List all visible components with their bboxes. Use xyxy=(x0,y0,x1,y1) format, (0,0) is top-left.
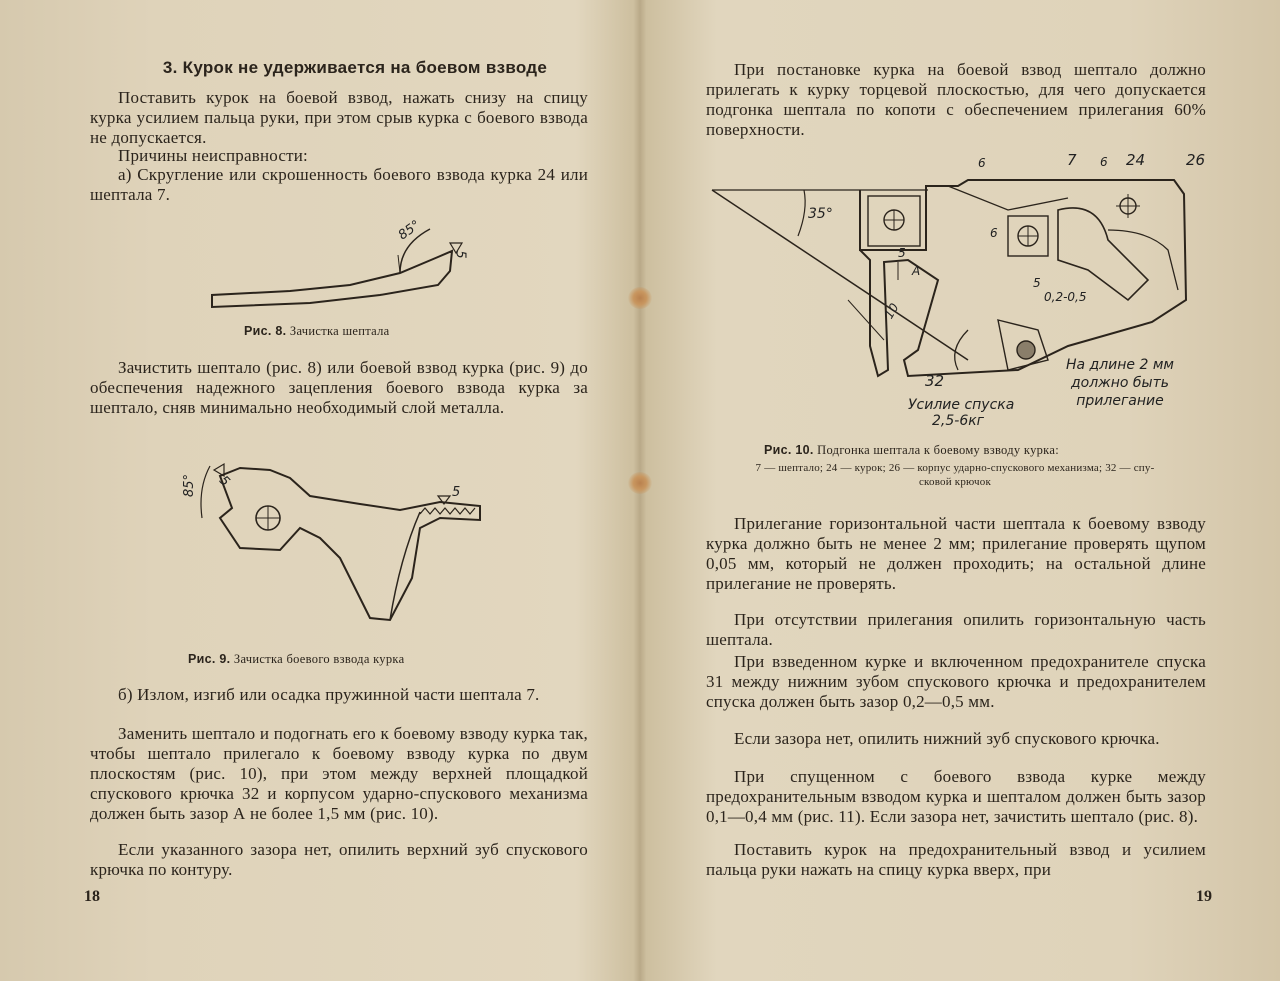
paragraph: Зачистить шептало (рис. 8) или боевой взвод курка (рис. 9) до обеспечения надежного зацепления боевого взвода курка за шептало, сняв минимально необходимый слой металла. xyxy=(90,358,588,417)
fig10-force-value: 2,5-6кг xyxy=(932,413,985,429)
cause-b: б) Излом, изгиб или осадка пружинной части шептала 7. xyxy=(118,685,540,704)
paragraph: Если указанного зазора нет, опилить верхний зуб спускового крючка по контуру. xyxy=(90,840,588,879)
page-number: 19 xyxy=(1196,888,1212,905)
fig10-title: Подгонка шептала к боевому взводу курка: xyxy=(817,443,1059,457)
figure-8-caption xyxy=(244,324,389,339)
paragraph: Поставить курок на боевой взвод, нажать снизу на спицу курка усилием пальца руки, при этом срыв курка с боевого взвода не допускается. xyxy=(90,88,588,147)
cause-a: а) Скругление или скрошенность боевого взвода курка 24 или шептала 7. xyxy=(90,165,588,204)
fig10-roughness-6c: 6 xyxy=(990,226,998,240)
page-number: 18 xyxy=(84,888,100,905)
fig10-force-label: Усилие спуска xyxy=(908,397,1015,413)
fig10-label-32: 32 xyxy=(925,372,945,390)
fig8-angle-label: 85° xyxy=(395,217,424,244)
fig10-legend-line: сковой крючок xyxy=(918,476,992,488)
fig8-number: Рис. 8. xyxy=(244,324,287,338)
fig10-label-26: 26 xyxy=(1186,151,1206,169)
fig10-roughness-5b: 5 xyxy=(1033,276,1041,290)
paragraph: При отсутствии прилегания опилить горизонтальную часть шептала. xyxy=(706,610,1206,649)
right-page xyxy=(640,0,1280,981)
fig9-roughness-a: 5 xyxy=(215,473,233,490)
fig8-roughness-label: 5 xyxy=(452,250,468,259)
paragraph: Прилегание горизонтальной части шептала к боевому взводу курка должно быть не менее 2 мм; прилегание проверять щупом 0,05 мм, который не должен проходить; на остальной длине прилегание не проверять. xyxy=(706,514,1206,593)
fig10-roughness-5a: 5 xyxy=(898,246,906,260)
causes-label: Причины неисправности: xyxy=(118,146,308,165)
fig10-gap-label-A: А xyxy=(912,264,921,278)
fig10-label-24: 24 xyxy=(1126,151,1146,169)
section-heading: 3. Курок не удерживается на боевом взводе xyxy=(162,58,548,77)
fig9-angle-label: 85° xyxy=(182,473,198,498)
figure-9-hammer-drawing xyxy=(180,458,500,628)
fig10-number: Рис. 10. xyxy=(764,443,814,457)
fig9-title: Зачистка боевого взвода курка xyxy=(233,652,405,666)
fig9-roughness-b: 5 xyxy=(452,485,461,500)
figure-9-caption xyxy=(188,652,404,667)
fig10-angle-label: 35° xyxy=(808,206,833,222)
fig10-gap-value: 0,2-0,5 xyxy=(1044,290,1087,304)
paragraph: При постановке курка на боевой взвод шептало должно прилегать к курку торцевой плоскостью, для чего допускается подгонка шептала по копоти с обеспечением прилегания 60% поверхности. xyxy=(706,60,1206,139)
figure-8-sear-drawing xyxy=(200,215,490,315)
fig8-title: Зачистка шептала xyxy=(289,324,390,338)
figure-10-caption xyxy=(764,443,1059,458)
fig10-legend xyxy=(700,461,1210,489)
paragraph: Если зазора нет, опилить нижний зуб спускового крючка. xyxy=(734,729,1160,748)
fig10-roughness-6a: 6 xyxy=(978,156,986,170)
fig10-roughness-6b: 6 xyxy=(1100,155,1108,169)
fig10-contact-note: На длине 2 мм должно быть прилегание xyxy=(1066,357,1174,409)
paragraph: При спущенном с боевого взвода курке между предохранительным взводом курка и шепталом должен быть зазор 0,1—0,4 мм (рис. 11). Если зазора нет, зачистить шептало (рис. 8). xyxy=(706,767,1206,826)
paragraph: Поставить курок на предохранительный взвод и усилием пальца руки нажать на спицу курка вверх, при xyxy=(706,840,1206,879)
fig10-legend-line: 7 — шептало; 24 — курок; 26 — корпус ударно-спускового механизма; 32 — спу- xyxy=(755,462,1155,474)
fig10-label-7: 7 xyxy=(1067,151,1077,169)
fig9-number: Рис. 9. xyxy=(188,652,231,666)
paragraph: При взведенном курке и включенном предохранителе спуска 31 между нижним зубом спускового крючка и предохранителем спуска должен быть зазор 0,2—0,5 мм. xyxy=(706,652,1206,711)
paragraph: Заменить шептало и подогнать его к боевому взводу курка так, чтобы шептало прилегало к боевому взводу курка по двум плоскостям (рис. 10), при этом между верхней площадкой спускового крючка 32 и корпусом ударно-спускового механизма должен быть зазор А не более 1,5 мм (рис. 10). xyxy=(90,724,588,823)
fig10-dimension-10: 10 xyxy=(881,300,902,322)
